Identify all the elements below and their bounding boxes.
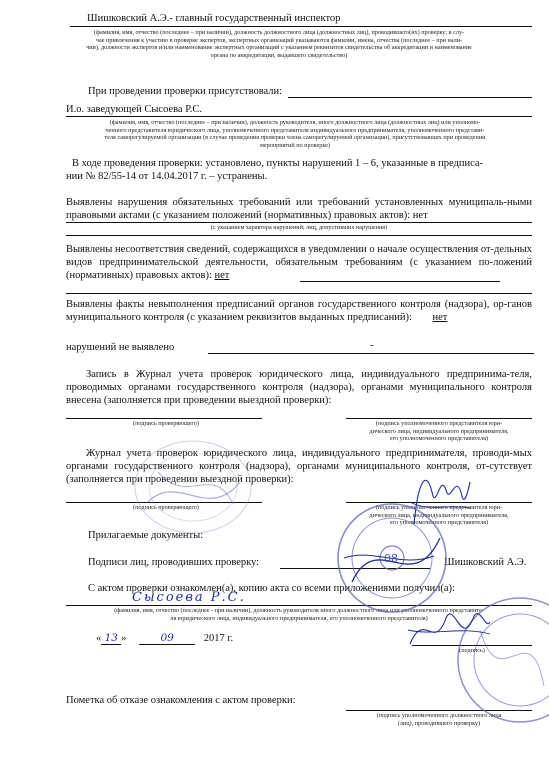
sig-rep-note: (подпись уполномоченного представителя юри- дического лица, индивидуального предпринимателя, его уполномоченного представителя)	[369, 420, 509, 443]
sig-inspector-note-2: (подпись проверяющего)	[133, 504, 199, 511]
date-month: 09	[139, 632, 195, 645]
sig-inspector-line-2	[66, 502, 262, 503]
date-year: 2017 г.	[203, 633, 234, 644]
date-day: 13	[101, 632, 121, 645]
signatures-value: Шишковский А.Э.	[444, 557, 527, 568]
nonfulfil-value: нет	[432, 312, 448, 323]
refusal-note: (подпись уполномоченного должностного лица (лиц), проводившего проверку)	[376, 712, 502, 727]
inspector-line: Шишковский А.Э.- главный государственный инспектор	[87, 13, 341, 24]
result-line-1: В ходе проведения проверки: установлено, пункты нарушений 1 – 6, указанные в предписа-	[72, 158, 484, 169]
nonfulfil-text: Выявлены факты невыполнения предписаний органов государственного контроля (надзора), ор-ганов муниципального контроля (с указанием реквизитов выданных предписаний): нет	[66, 299, 532, 323]
violations-underline	[66, 222, 532, 223]
journal-text: Запись в Журнал учета проверок юридического лица, индивидуального предпринима-теля, проводимых органами государственного контроля (надзора), органами муниципального контроля внесена (заполняется при проведении выездной проверки):	[66, 369, 532, 406]
refusal-underline	[346, 710, 532, 711]
sig-inspector-note: (подпись проверяющего)	[133, 420, 199, 427]
sig-rep-line-2	[346, 502, 532, 503]
no-violations: нарушений не выявлено	[66, 342, 175, 353]
acquainted-handwriting: Сысоева Р.С.	[132, 590, 246, 605]
sig-rep-note-2: (подпись уполномоченного представителя юри- дического лица, индивидуального предпринимателя, его уполномоченного представителя)	[369, 504, 509, 527]
present-label: При проведении проверки присутствовали:	[88, 86, 283, 97]
present-underline-1	[288, 97, 532, 98]
no-violations-underline	[208, 353, 534, 354]
podpis-note: (подпись)	[459, 647, 485, 654]
date-line: « 13 » 09 2017 г.	[96, 632, 234, 644]
result-line-2: нии № 82/55-14 от 14.04.2017 г. – устранены.	[66, 171, 268, 182]
inconsistency-value: нет	[214, 270, 230, 281]
acquainted-text: С актом проверки ознакомлен(а), копию акта со всеми приложениями получил(а):	[88, 583, 455, 594]
inconsistency-underline	[300, 281, 500, 282]
present-underline-2	[66, 116, 532, 117]
dash-mark: -	[370, 340, 374, 351]
signatures-underline	[280, 568, 430, 569]
stamp-number: 08	[384, 552, 398, 565]
inspector-note: (фамилия, имя, отчество (последнее – при наличии), должность должностного лица (должностных лиц), проводившего(их) проверку; в слу- чае привлечения к участию в проверке экспертов, экспертных организаций указываются фамилии, имена, отчества (последнее – при нали- чии), должности экспертов и/или наименование экспертных организаций с указанием реквизитов свидетельства об аккредитации и наименование органа по аккредитации, выдавшего свидетельство)	[86, 29, 472, 59]
sig-rep-line	[346, 418, 532, 419]
sig-inspector-line	[66, 418, 262, 419]
attached-label: Прилагаемые документы:	[88, 530, 204, 541]
journal2-text: Журнал учета проверок юридического лица, индивидуального предпринимателя, проводи-мых органами государственного контроля (надзора), органами муниципального контроля, от-сутствует (заполняется при проведении выездной проверки):	[66, 448, 532, 485]
present-note: (фамилия, имя, отчество (последнее – при наличии), должность руководителя, иного должностного лица (должностных лиц) или уполномо- ченного представителя юридического лица, уполномоченного представителя индивидуального предпринимателя, уполномоченного представи- теля саморегулируемой организации (в случае проведения проверки члена саморегулируемой организации), присутствовавших при проведении мероприятий по проверке)	[104, 119, 486, 149]
signatures-label: Подписи лиц, проводивших проверку:	[88, 557, 260, 568]
inspector-underline	[70, 26, 532, 27]
acquainted-underline	[66, 605, 532, 606]
violations-note: (с указанием характера нарушений; лиц, допустивших нарушения)	[210, 224, 388, 231]
inconsistency-text: Выявлены несоответствия сведений, содержащихся в уведомлении о начале осуществления от-дельных видов предпринимательской деятельности, обязательным требованиям (с указанием по-ложений (нормативных) правовых актов): нет	[66, 244, 532, 281]
present-value: И.о. заведующей Сысоева Р.С.	[66, 104, 203, 115]
refusal-label: Пометка об отказе ознакомления с актом проверки:	[66, 695, 296, 706]
violations-underline-2	[66, 235, 532, 236]
podpis-line	[412, 645, 532, 646]
inconsistency-underline-2	[66, 293, 532, 294]
acquainted-note: (фамилия, имя, отчество (последнее - при наличии), должность руководителя иного должностного лица или уполномоченного представите- ля юридического лица, индивидуального предпринимателя, его уполномоченного представителя)	[114, 607, 484, 622]
violations-text: Выявлены нарушения обязательных требований или требований установленных муниципаль-ными правовыми актами (с указанием положений (нормативных) правовых актов): нет	[66, 197, 532, 221]
